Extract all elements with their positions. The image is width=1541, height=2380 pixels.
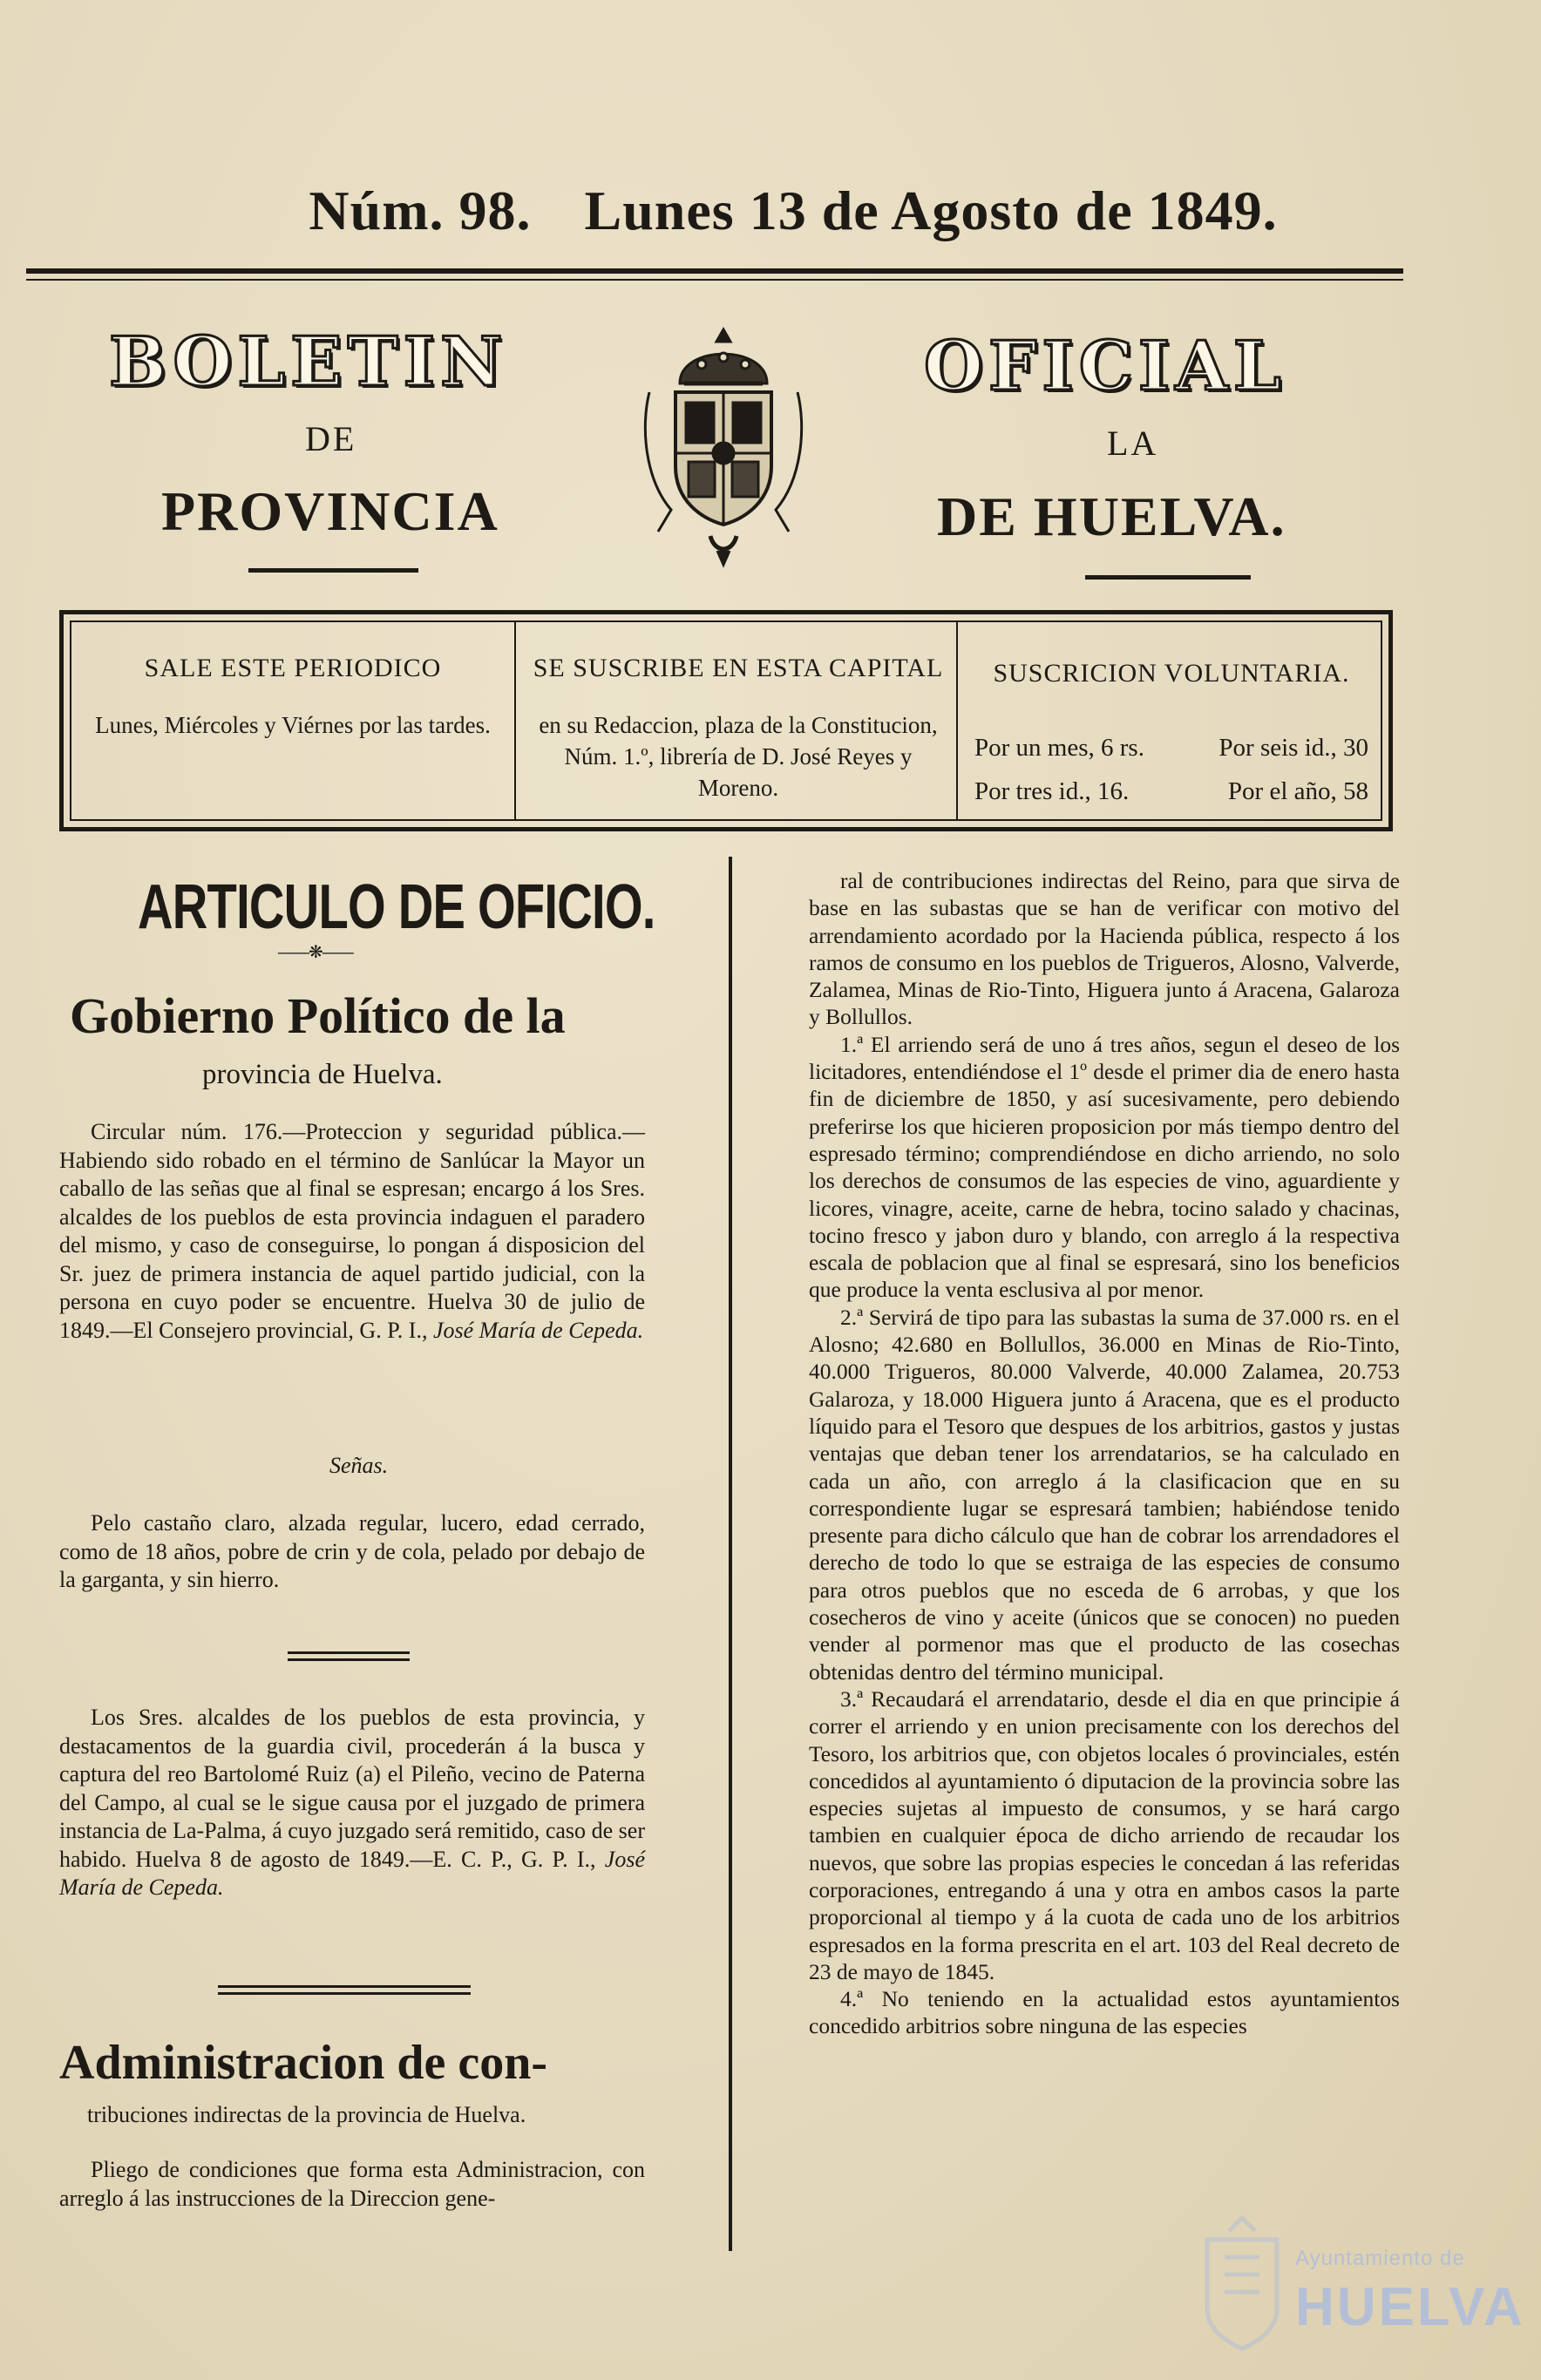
senas-heading: Señas.	[329, 1453, 389, 1478]
prices-heading: SUSCRICION VOLUNTARIA.	[993, 659, 1350, 688]
captura-article	[59, 1704, 645, 1902]
circular-signature: José María de Cepeda.	[432, 1317, 644, 1343]
gobierno-politico-subheading: provincia de Huelva.	[202, 1059, 443, 1090]
condition-1: 1.ª El arriendo será de uno á tres años, segun el deseo de los licitadores, entendiéndose el 1º desde el primer dia de enero hasta fin de diciembre de 1850, y así sucesivamente, pero debiendo preferirse los que hicieren proposicion por más tiempo dentro del espresado término; comprendiéndose en dicho arriendo, no solo los derechos de consumos de las especies de vino, aguardiente y licores, vinagre, aceite, carne de hebra, tocino salado y chacinas, tocino fresco y jabon duro y blando, con arreglo á la respectiva escala de poblacion que al final se espresará, sino los beneficios que produce la venta esclusiva al por menor.	[809, 1031, 1400, 1303]
title-de-huelva: DE HUELVA.	[937, 485, 1286, 547]
horse-description	[59, 1509, 645, 1595]
masthead-rule-thick	[26, 268, 1403, 274]
title-la: LA	[1107, 424, 1159, 463]
coat-of-arms-emblem	[641, 322, 806, 571]
pliego-intro	[59, 2156, 645, 2213]
double-rule-divider	[288, 1651, 410, 1661]
captura-body: Los Sres. alcaldes de los pueblos de esta provincia, y destacamentos de la guardia civil, procederán á la busca y captura del reo Bartolomé Ruiz (a) el Pileño, vecino de Paterna del Campo, al cual se le sigue causa por el juzgado de primera instancia de La-Palma, á cuyo juzgado será remitido, caso de ser habido. Huelva 8 de agosto de 1849.—E. C. P., G. P. I.,	[59, 1705, 645, 1872]
schedule-heading: SALE ESTE PERIODICO	[144, 654, 442, 682]
administracion-subheading: tribuciones indirectas de la provincia de Huelva.	[87, 2102, 526, 2127]
administracion-heading: Administracion de con-	[59, 2036, 547, 2090]
price-six-months: Por seis id., 30	[1219, 734, 1368, 762]
price-year: Por el año, 58	[1227, 777, 1368, 805]
column-divider	[729, 857, 732, 2251]
pliego-continuation: ral de contribuciones indirectas del Reino, para que sirva de base en las subastas que se han de verificar con motivo del arrendamiento acordado por la Hacienda pública, respecto á los ramos de consumo en los pueblos de Trigueros, Alosno, Valverde, Zalamea, Minas de Rio-Tinto, Higuera junto á Aracena, Galaroza y Bollullos.	[809, 868, 1400, 1030]
price-row	[974, 769, 1368, 814]
section-title-articulo-de-oficio: ARTICULO DE OFICIO.	[138, 872, 655, 942]
subscribe-text: en su Redaccion, plaza de la Constitucion, Núm. 1.º, librería de D. José Reyes y Moreno.	[539, 712, 938, 801]
price-three-months: Por tres id., 16.	[974, 777, 1130, 805]
circular-body: —Proteccion y seguridad pública.—Habiendo sido robado en el término de Sanlúcar la Mayor un caballo de las señas que al final se espresan; encargo á los Sres. alcaldes de los pueblos de esta provincia indaguen el paradero del mismo, y caso de conseguirse, lo pongan á disposicion del Sr. juez de primera instancia de aquel partido judicial, con la persona en cuyo poder se encuentre. Huelva 30 de julio de 1849.—El Consejero provincial, G. P. I.,	[59, 1119, 645, 1343]
condition-4: 4.ª No teniendo en la actualidad estos ayuntamientos concedido arbitrios sobre ninguna de las especies	[809, 1986, 1400, 2039]
title-oficial: OFICIAL	[924, 327, 1286, 406]
box-divider	[514, 622, 516, 819]
gobierno-politico-heading: Gobierno Político de la	[70, 987, 566, 1044]
prices-list	[974, 725, 1368, 814]
box-column-prices	[962, 622, 1381, 819]
title-underline-left	[248, 568, 418, 573]
schedule-text: Lunes, Miércoles y Viérnes por las tardes.	[95, 712, 491, 738]
box-divider	[956, 622, 958, 819]
price-month: Por un mes, 6 rs.	[974, 734, 1144, 762]
circular-number: Circular núm. 176.	[91, 1119, 283, 1144]
captura-signature: José María de Cepeda.	[59, 1846, 645, 1900]
pliego-conditions-column	[809, 867, 1400, 2040]
subscribe-heading: SE SUSCRIBE EN ESTA CAPITAL	[533, 654, 944, 682]
circular-176-article	[59, 1118, 645, 1345]
price-row	[974, 725, 1368, 770]
watermark-line2: HUELVA	[1295, 2277, 1525, 2337]
condition-3: 3.ª Recaudará el arrendatario, desde el dia en que principie á correr el arriendo y en union precisamente con los derechos del Tesoro, los arbitrios que, con objetos locales ó provinciales, estén concedidos al ayuntamiento ó diputacion de la provincia sobre las especies sujetas al impuesto de consumos, y se hará cargo tambien en cualquier época de dicho arriendo de recaudar los nuevos, que sobre las propias especies le concedan á las referidas corporaciones, entregando á una y otra en ambos casos la parte proporcional al tiempo y á la cuota de cada uno de los arbitrios espresados en la forma prescrita en el art. 103 del Real decreto de 23 de mayo de 1845.	[809, 1685, 1400, 1984]
title-boletin: BOLETIN	[109, 322, 508, 402]
box-column-subscribe	[520, 622, 956, 819]
issue-date-line	[187, 179, 1399, 243]
condition-2: 2.ª Servirá de tipo para las subastas la suma de 37.000 rs. en el Alosno; 42.680 en Bollullos, 36.000 en Minas de Rio-Tinto, 40.000 Trigueros, 80.000 Valverde, 40.000 Zalamea, 20.753 Galaroza, y 18.000 Higuera junto á Aracena, que es el producto líquido para el Tesoro que despues de los arbitrios, gastos y justas ventajas que deban tener los arrendatarios, se ha calculado en cada un año, con arreglo á la clasificacion que en su correspondiente lugar se espresará tambien; habiéndose tenido presente para dicho cálculo que han de cobrar los arrendadores el derecho de todo lo que se estraiga de las especies de consumo para otros pueblos que no esceda de 6 arrobas, y que los cosecheros de vino y aceite (únicos que se conocen) no pueden vender al pormenor mas que el producto de las cosechas obtenidas dentro del término municipal.	[809, 1304, 1400, 1685]
masthead-rule-thin	[26, 279, 1403, 281]
subscription-info-box	[59, 610, 1393, 831]
title-de: DE	[305, 419, 357, 458]
double-rule-divider	[218, 1985, 471, 1995]
ornament-divider: ——❋——	[277, 941, 353, 962]
pliego-body: Pliego de condiciones que forma esta Administracion, con arreglo á las instrucciones de la Direccion gene-	[59, 2157, 645, 2211]
box-column-schedule	[71, 622, 514, 819]
title-underline-right	[1085, 575, 1251, 580]
senas-body: Pelo castaño claro, alzada regular, lucero, edad cerrado, como de 18 años, pobre de crin y de cola, pelado por debajo de la garganta, y sin hierro.	[59, 1510, 645, 1592]
title-provincia: PROVINCIA	[161, 480, 499, 542]
issue-date: Lunes 13 de Agosto de 1849.	[584, 180, 1278, 241]
watermark-line1: Ayuntamiento de	[1295, 2247, 1465, 2270]
issue-number: Núm. 98.	[309, 180, 532, 241]
